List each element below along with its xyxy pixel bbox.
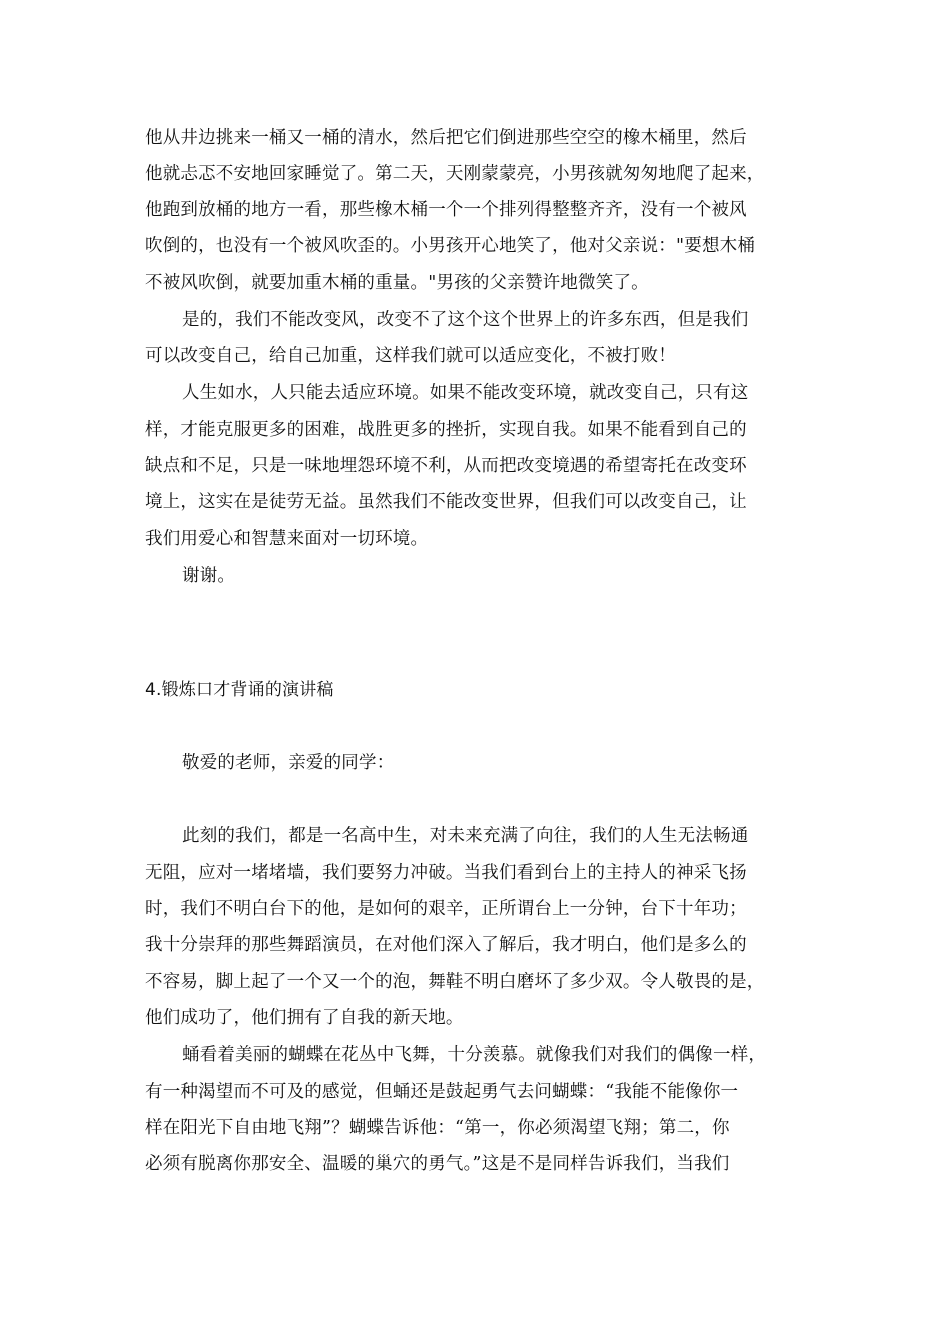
text-line: 他就忐忑不安地回家睡觉了。第二天，天刚蒙蒙亮，小男孩就匆匆地爬了起来， bbox=[145, 164, 765, 184]
paragraph-first-line: 人生如水，人只能去适应环境。如果不能改变环境，就改变自己，只有这 bbox=[182, 383, 749, 403]
paragraph-first-line: 是的，我们不能改变风，改变不了这个这个世界上的许多东西，但是我们 bbox=[182, 310, 749, 330]
closing-thanks: 谢谢。 bbox=[182, 566, 236, 586]
text-line: 可以改变自己，给自己加重，这样我们就可以适应变化，不被打败！ bbox=[145, 346, 676, 366]
text-line: 境上，这实在是徒劳无益。虽然我们不能改变世界，但我们可以改变自己，让 bbox=[145, 492, 747, 512]
text-line: 样在阳光下自由地飞翔”？蝴蝶告诉他：“第一，你必须渴望飞翔；第二，你 bbox=[145, 1118, 730, 1138]
text-line: 不容易，脚上起了一个又一个的泡，舞鞋不明白磨坏了多少双。令人敬畏的是， bbox=[145, 972, 765, 992]
text-line: 不被风吹倒，就要加重木桶的重量。"男孩的父亲赞许地微笑了。 bbox=[145, 273, 649, 293]
text-line: 必须有脱离你那安全、温暖的巢穴的勇气。”这是不是同样告诉我们，当我们 bbox=[145, 1154, 730, 1174]
text-line: 样，才能克服更多的困难，战胜更多的挫折，实现自我。如果不能看到自己的 bbox=[145, 420, 747, 440]
greeting: 敬爱的老师，亲爱的同学： bbox=[182, 753, 395, 773]
text-line: 他们成功了，他们拥有了自我的新天地。 bbox=[145, 1008, 464, 1028]
text-line: 他从井边挑来一桶又一桶的清水，然后把它们倒进那些空空的橡木桶里，然后 bbox=[145, 128, 747, 148]
paragraph-first-line: 蛹看着美丽的蝴蝶在花丛中飞舞，十分羡慕。就像我们对我们的偶像一样， bbox=[182, 1045, 767, 1065]
paragraph-first-line: 此刻的我们，都是一名高中生，对未来充满了向往，我们的人生无法畅通 bbox=[182, 826, 749, 846]
text-line: 时，我们不明白台下的他，是如何的艰辛，正所谓台上一分钟，台下十年功； bbox=[145, 899, 747, 919]
section-title: 4.锻炼口才背诵的演讲稿 bbox=[145, 680, 334, 700]
text-line: 有一种渴望而不可及的感觉，但蛹还是鼓起勇气去问蝴蝶：“我能不能像你一 bbox=[145, 1082, 739, 1102]
text-line: 我们用爱心和智慧来面对一切环境。 bbox=[145, 529, 429, 549]
text-line: 我十分崇拜的那些舞蹈演员，在对他们深入了解后，我才明白，他们是多么的 bbox=[145, 935, 747, 955]
text-line: 无阻，应对一堵堵墙，我们要努力冲破。当我们看到台上的主持人的神采飞扬 bbox=[145, 863, 747, 883]
text-line: 吹倒的，也没有一个被风吹歪的。小男孩开心地笑了，他对父亲说："要想木桶 bbox=[145, 236, 756, 256]
text-line: 缺点和不足，只是一味地埋怨环境不利，从而把改变境遇的希望寄托在改变环 bbox=[145, 456, 747, 476]
text-line: 他跑到放桶的地方一看，那些橡木桶一个一个排列得整整齐齐，没有一个被风 bbox=[145, 200, 747, 220]
